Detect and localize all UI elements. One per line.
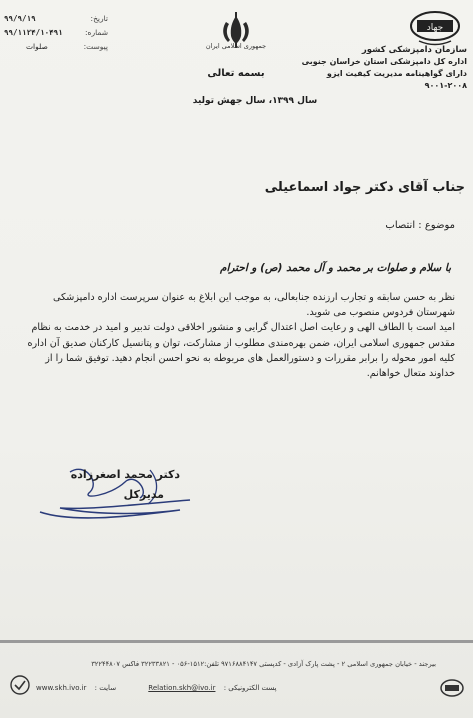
letter-meta [4,14,108,56]
meta-attachment-row [4,42,108,56]
footer-contact [36,684,436,692]
attachment-label: پیوست: [83,42,108,51]
year-motto: سال ۱۳۹۹، سال جهش تولید [192,96,318,106]
org-line-1: سازمان دامپزشکی کشور [361,45,467,55]
body-paragraph-2: امید است با الطاف الهی و رعایت اصل اعتدال گرایی و منشور اخلاقی دولت تدبیر و امید در خدمت به نظام مقدس جمهوری اسلامی ایران، ضمن بهره‌مندی مطلوب از مشارکت، توان و پتانسیل کارکنان صدیق آن اداره کلیه امور محوله را برابر مقررات و دستورالعمل های مربوطه به نحو احسن انجام دهید. توفیق شما را از خداوند متعال خواهانم. [27,322,455,380]
recipient: جناب آقای دکتر جواد اسماعیلی [264,180,465,195]
org-logo-icon [405,8,465,48]
footer-org-logo-icon [439,678,465,698]
subject-line: موضوع : انتصاب [385,220,455,231]
date-value: ۹۹/۹/۱۹ [4,14,36,23]
meta-number-row [4,28,108,42]
email-link[interactable]: Relation.skh@ivo.ir [148,684,216,692]
organization-header [287,44,467,92]
bismillah-heading: بسمه تعالی [207,68,265,79]
website-link[interactable]: www.skh.ivo.ir [36,684,87,692]
footer-address: بیرجند - خیابان جمهوری اسلامی ۲ - پشت پارک آزادی - کدپستی ۹۷۱۶۸۸۴۱۴۷ تلفن:۱۵۱۲-۰۵۶ - ۳۲۲۳۳۸۲۱ فاکس ۳۲۲۴۴۸۰۷ [91,660,436,668]
attachment-value: صلوات [26,42,48,51]
meta-date-row [4,14,108,28]
emblem-caption: جمهوری اسلامی ایران [205,42,267,50]
signer-title: مدیرکل [123,488,164,501]
email-label: پست الکترونیکی : [223,684,277,692]
number-value: ۹۹/۱۱۲۴/۱۰۴۹۱ [4,28,63,37]
footer-divider [0,640,473,643]
org-line-2: اداره کل دامپزشکی استان خراسان جنوبی [301,57,467,66]
org-logo-text: جهاد [426,23,444,33]
signer-name: دکتر محمد اصغرزاده [70,468,180,481]
number-label: شماره: [85,28,108,37]
website-label: سایت : [94,684,117,692]
body-paragraph-1: نظر به حسن سابقه و تجارب ارزنده جنابعالی، به موجب این ابلاغ به عنوان سرپرست اداره دامپزشکی شهرستان فردوس منصوب می شوید. [53,292,455,319]
greeting: با سلام و صلوات بر محمد و آل محمد (ص) و احترام [219,262,451,274]
org-line-3: دارای گواهینامه مدیریت کیفیت ایزو ۲۰۰۸-۹۰۰۱ [326,69,467,90]
letter-body [25,290,455,381]
date-label: تاریخ: [90,14,108,23]
quality-cert-logo-icon [8,674,32,696]
